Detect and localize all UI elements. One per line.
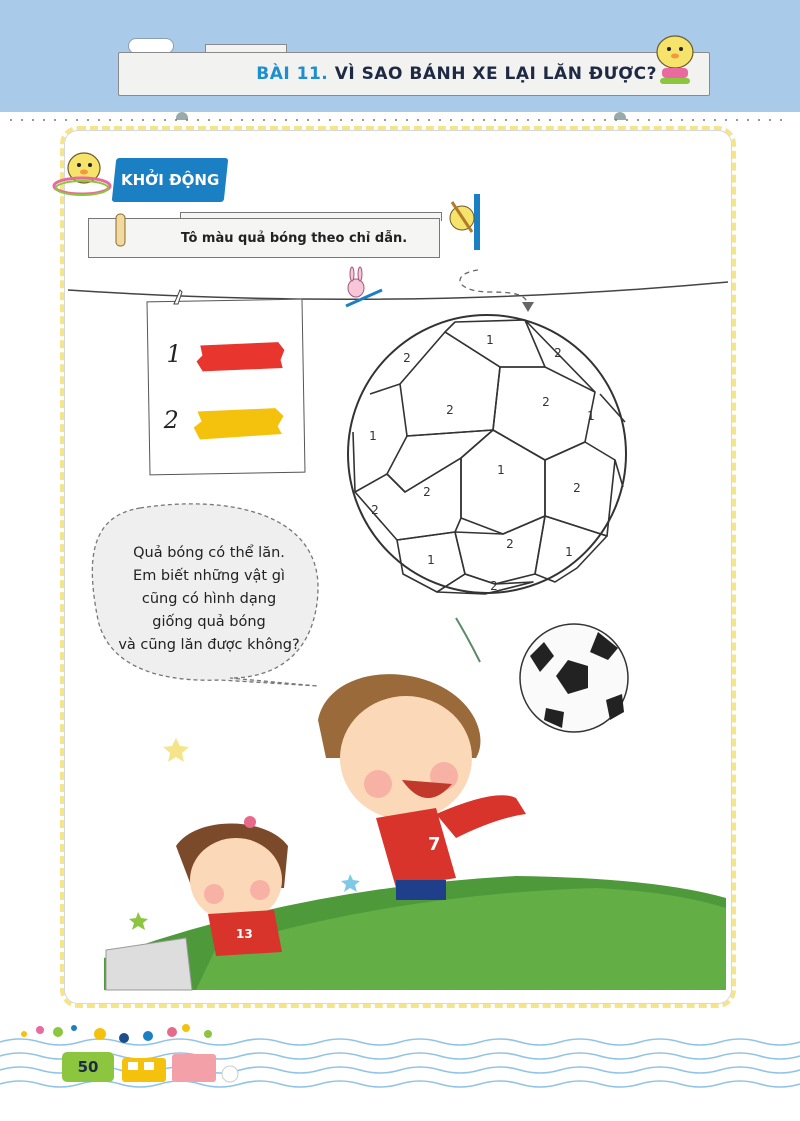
colored-dots [21, 1024, 212, 1043]
ball-segment-label: 1 [369, 429, 377, 443]
legend-number: 2 [163, 405, 180, 435]
boy-character [318, 674, 526, 900]
boy-jersey-number: 7 [428, 834, 441, 855]
bubble-line: cũng có hình dạng [141, 591, 277, 607]
chick-hoop-icon [46, 138, 116, 208]
clothespin-icon [170, 288, 190, 308]
bubble-line: Quả bóng có thể lăn. [133, 545, 285, 561]
star-icon [129, 912, 148, 930]
title-banner [118, 52, 710, 96]
plant-icon [456, 618, 480, 662]
instruction-text: Tô màu quả bóng theo chỉ dẫn. [180, 230, 408, 246]
page-number: 50 [62, 1052, 114, 1082]
section-tab-label: KHỞI ĐỘNG [120, 171, 220, 189]
ball-segment-label: 2 [371, 503, 379, 517]
ball-segment-label: 1 [565, 545, 573, 559]
footer-decoration [0, 1022, 800, 1112]
ball-segment-label: 1 [486, 333, 494, 347]
bubble-line: giống quả bóng [152, 614, 266, 630]
banner-hook [112, 212, 132, 248]
ball-segment-label: 2 [403, 351, 411, 365]
coloring-soccer-ball [345, 312, 645, 612]
instruction-banner [88, 218, 440, 258]
ball-segment-label: 2 [573, 481, 581, 495]
section-tab [112, 158, 229, 202]
ball-segment-label: 2 [490, 579, 498, 593]
legend-number: 1 [166, 339, 182, 369]
ball-segment-label: 1 [587, 409, 595, 423]
color-legend-card [146, 299, 305, 476]
kids-playing-soccer-illustration [96, 588, 736, 1008]
ball-segment-label: 2 [554, 346, 562, 360]
bubble-line: Em biết những vật gì [133, 568, 285, 584]
ball-segment-label: 2 [423, 485, 431, 499]
lesson-number: BÀI 11. [256, 64, 329, 84]
ball-segment-label: 2 [542, 395, 550, 409]
girl-jersey-number: 13 [236, 927, 253, 941]
star-icon [341, 874, 360, 892]
page-title [256, 64, 657, 84]
chick-mascot-icon [650, 22, 700, 92]
bubble-line: và cũng lăn được không? [118, 637, 300, 653]
legend-swatches [192, 330, 295, 482]
star-icon [163, 738, 189, 762]
legend-swatch-yellow [193, 408, 284, 440]
ball-segment-label: 2 [506, 537, 514, 551]
lesson-title: VÌ SAO BÁNH XE LẠI LĂN ĐƯỢC? [334, 64, 657, 84]
soccer-ball-icon [520, 624, 628, 732]
mascot-with-pencil-icon [446, 192, 486, 252]
ball-segment-label: 2 [446, 403, 454, 417]
ball-segment-label: 1 [427, 553, 435, 567]
legend-swatch-red [196, 342, 284, 372]
ball-segment-label: 1 [497, 463, 505, 477]
